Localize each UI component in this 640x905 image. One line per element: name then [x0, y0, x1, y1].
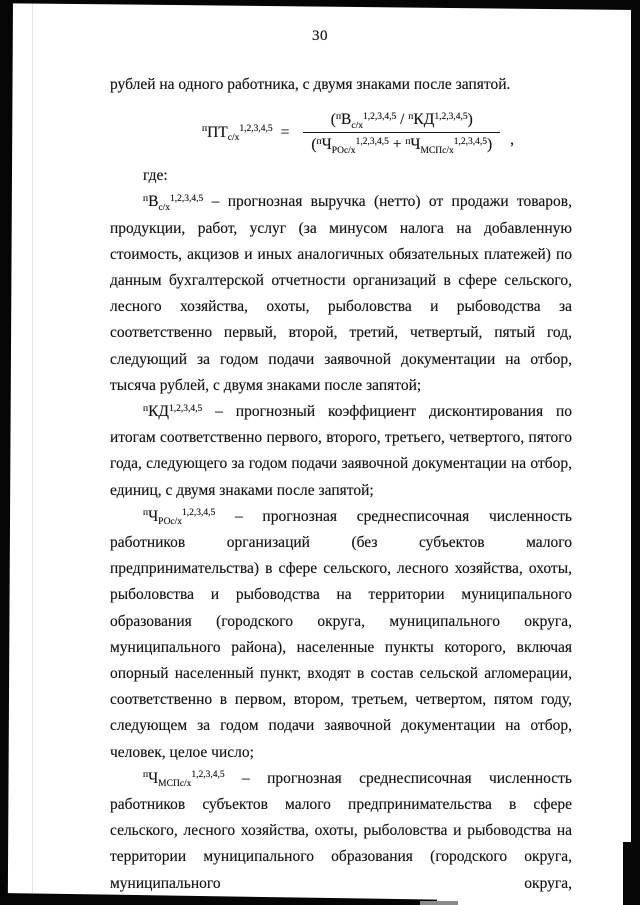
term-superscript: 1,2,3,4,5 [182, 508, 216, 519]
definition-text: прогнозная среднесписочная численность работников субъектов малого предпринимательства в сфере сельского, лесного хозяйства, охоты, рыболовства и рыбоводства на территории муниципального образования (городского округа, муниципального округа, [110, 769, 572, 892]
document-body [110, 72, 572, 897]
term-superscript: 1,2,3,4,5 [170, 193, 204, 204]
term-base: Ч [148, 507, 159, 525]
scan-artifact-left-edge [0, 0, 13, 905]
definition-dash: – [215, 403, 223, 421]
term-base: В [341, 111, 352, 129]
definition-dash: – [242, 769, 250, 787]
definition-paragraph-org-headcount [110, 504, 572, 766]
term-subscript: с/х [351, 120, 363, 131]
term-prefix: п [201, 124, 208, 135]
close-paren: ) [486, 136, 493, 154]
term-subscript: с/х [227, 133, 240, 144]
term-subscript: МСПс/х [420, 145, 454, 156]
definition-paragraph-discount [110, 399, 572, 504]
term-subscript: с/х [158, 202, 171, 213]
term-base: Ч [148, 769, 159, 787]
term-base: В [148, 193, 159, 211]
variable-term [143, 403, 202, 420]
term-prefix: п [143, 508, 149, 519]
close-paren: ) [467, 111, 473, 129]
trailing-comma: , [510, 130, 515, 148]
definition-text: прогнозная среднесписочная численность работников организаций (без субъектов малого предпринимательства) в сфере сельского, лесного хозяйства, охоты, рыболовства и рыбоводства на территории муниципального образования (городского округа, муниципального округа, муниципального района), населенные пункты которого, включая опорный населенный пункт, входят в состав сельской агломерации, соответственно в первом, втором, третьем, четвертом, пятом году, следующем за годом подачи заявочной документации на отбор, человек, целое число; [110, 507, 572, 761]
formula-fraction [303, 111, 500, 154]
paper-edge-shadow-line [32, 0, 33, 905]
term-base: ПТ [207, 123, 228, 141]
scan-artifact-right-edge [631, 0, 640, 905]
definition-paragraph-revenue [110, 189, 572, 399]
equals-sign: = [280, 123, 290, 141]
formula-numerator [323, 111, 481, 132]
term-prefix: п [143, 770, 149, 781]
term-base: КД [148, 403, 170, 421]
term-base: КД [413, 111, 435, 129]
where-label: где: [143, 167, 168, 185]
term-prefix: п [408, 111, 414, 122]
intro-paragraph: рублей на одного работника, с двумя знаками после запятой. [110, 76, 511, 93]
term-superscript: 1,2,3,4,5 [453, 136, 487, 147]
numerator-term-revenue [335, 111, 397, 131]
variable-term [143, 769, 225, 790]
term-subscript: РОс/х [158, 517, 183, 528]
variable-term [143, 193, 204, 213]
scan-artifact-bottom-gray-strip [420, 901, 458, 905]
open-paren: ( [330, 111, 336, 129]
term-prefix: п [143, 403, 149, 414]
formula-block [110, 111, 572, 154]
definition-text: прогнозная выручка (нетто) от продажи товаров, продукции, работ, услуг (за минусом налога на добавленную стоимость, акцизов и иных аналогичных обязательных платежей) по данным бухгалтерской отчетности организаций в сфере сельского, лесного хозяйства, охоты, рыболовства и рыбоводства за соответственно первый, второй, третий, четвертый, пятый год, следующий за годом подачи заявочной документации на отбор, тысяча рублей, с двумя знаками после запятой; [110, 193, 572, 394]
formula-denominator [303, 132, 500, 154]
term-prefix: п [143, 193, 149, 204]
page-number: 30 [312, 28, 328, 44]
variable-term [143, 507, 216, 528]
term-base: Ч [321, 136, 332, 154]
term-prefix: п [316, 136, 322, 147]
definition-dash: – [211, 193, 220, 211]
term-superscript: 1,2,3,4,5 [239, 124, 273, 135]
plus-operator: + [392, 136, 402, 154]
term-subscript: РОс/х [331, 145, 356, 156]
definition-dash: – [234, 507, 243, 525]
term-superscript: 1,2,3,4,5 [169, 403, 203, 414]
numerator-term-discount [408, 111, 467, 128]
term-prefix: п [405, 136, 411, 147]
term-superscript: 1,2,3,4,5 [362, 111, 397, 122]
term-superscript: 1,2,3,4,5 [355, 136, 389, 147]
term-prefix: п [335, 111, 342, 122]
open-paren: ( [311, 136, 317, 154]
division-operator: / [400, 111, 405, 129]
term-superscript: 1,2,3,4,5 [191, 770, 225, 781]
formula-lhs-term [202, 124, 273, 142]
denominator-term-smb-headcount [405, 136, 487, 156]
term-subscript: МСПс/х [158, 779, 192, 790]
scan-artifact-bottom-right-corner [623, 842, 640, 905]
definition-text: прогнозный коэффициент дисконтирования по итогам соответственно первого, второго, третьего, четвертого, пятого года, следующего за годом подачи заявочной документации на отбор, единиц, с двумя знаками после запятой; [110, 403, 573, 499]
term-base: Ч [410, 136, 421, 154]
denominator-term-org-headcount [316, 136, 389, 156]
scan-artifact-top-edge [0, 0, 640, 10]
definition-paragraph-smb-headcount [110, 766, 572, 897]
term-superscript: 1,2,3,4,5 [434, 111, 468, 122]
